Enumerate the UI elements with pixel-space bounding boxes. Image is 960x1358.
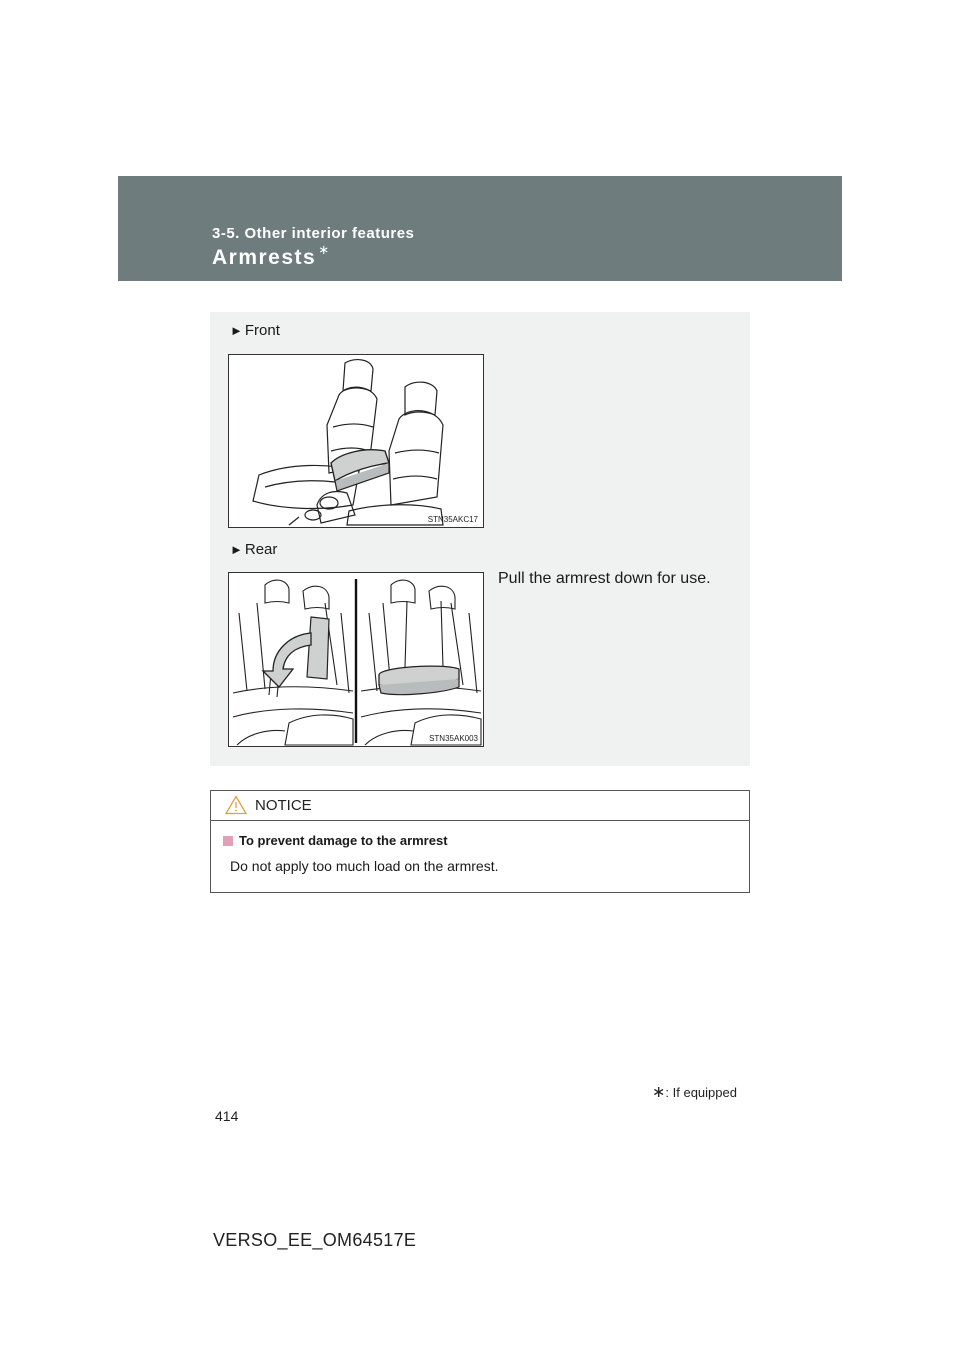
notice-header	[211, 791, 749, 821]
page-title	[212, 242, 331, 270]
front-seats-drawing	[229, 355, 483, 527]
notice-box	[210, 790, 750, 893]
rear-seats-drawing	[229, 573, 483, 746]
warning-triangle-icon	[225, 795, 247, 820]
notice-title: NOTICE	[255, 797, 312, 814]
front-subheading	[230, 322, 280, 339]
document-code: VERSO_EE_OM64517E	[213, 1230, 417, 1250]
armrest-instruction: Pull the armrest down for use.	[498, 570, 711, 587]
notice-item-heading	[223, 833, 448, 848]
rear-figure-code: STN35AK003	[429, 734, 478, 743]
front-armrest-illustration	[228, 354, 484, 528]
page-title-text: Armrests	[212, 246, 317, 269]
if-equipped-mark: ∗	[318, 242, 331, 257]
square-bullet-icon	[223, 836, 233, 846]
triangle-bullet-icon: ►	[230, 542, 243, 557]
rear-subheading	[230, 541, 277, 558]
notice-item-text: Do not apply too much load on the armrest.	[230, 858, 499, 874]
page-number: 414	[215, 1108, 239, 1124]
rear-label: Rear	[244, 541, 278, 558]
section-header	[118, 176, 842, 281]
armrest-panel	[210, 312, 750, 766]
front-label: Front	[244, 322, 280, 339]
triangle-bullet-icon: ►	[230, 323, 243, 338]
footnote	[652, 1082, 737, 1102]
section-label: 3-5. Other interior features	[212, 225, 415, 242]
rear-armrest-illustration	[228, 572, 484, 747]
footnote-text: : If equipped	[665, 1085, 737, 1100]
front-figure-code: STN35AKC17	[427, 515, 478, 524]
notice-item-title: To prevent damage to the armrest	[239, 833, 448, 848]
asterisk-icon: ∗	[652, 1084, 666, 1101]
